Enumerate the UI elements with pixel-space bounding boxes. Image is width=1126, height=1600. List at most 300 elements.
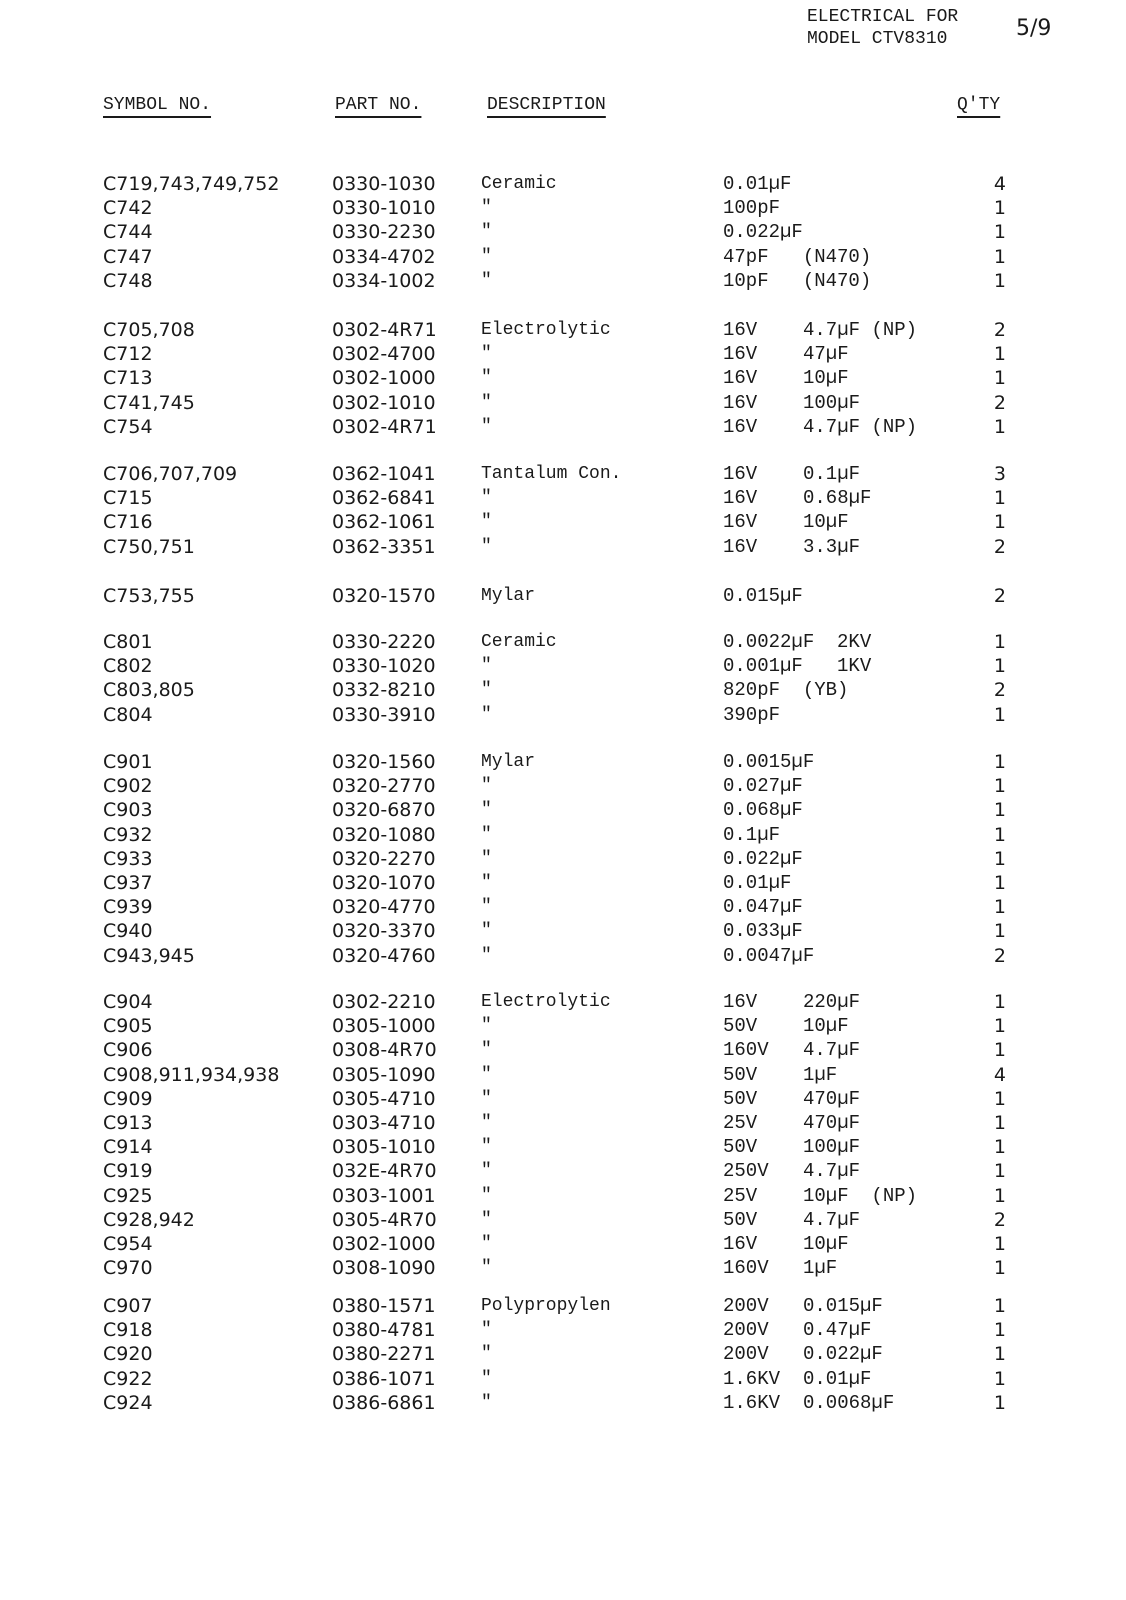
cell-symbol: C903 <box>103 799 153 822</box>
table-row <box>0 1159 1126 1183</box>
cell-symbol: C803,805 <box>103 679 195 702</box>
cell-part: 0305-1000 <box>332 1015 436 1038</box>
cell-part: 0362-1061 <box>332 511 436 534</box>
cell-part: 0305-4710 <box>332 1087 436 1110</box>
cell-part: 0320-3370 <box>332 920 436 943</box>
cell-part: 0305-1090 <box>332 1063 436 1086</box>
cell-description: " <box>481 800 492 821</box>
cell-description: " <box>481 897 492 918</box>
cell-value: 10µF <box>803 367 849 390</box>
cell-symbol: C706,707,709 <box>103 463 238 485</box>
cell-symbol: C906 <box>103 1039 153 1062</box>
cell-qty: 1 <box>993 1319 1006 1342</box>
cell-symbol: C713 <box>103 367 153 390</box>
table-row <box>0 678 1126 702</box>
cell-qty: 1 <box>993 1160 1006 1183</box>
cell-symbol: C924 <box>103 1391 153 1414</box>
cell-value: 1µF <box>803 1063 838 1086</box>
cell-value: 0.015µF <box>723 585 803 607</box>
table-row <box>0 1087 1126 1111</box>
cell-qty: 1 <box>993 221 1006 244</box>
cell-description: " <box>481 344 492 365</box>
table-row <box>0 774 1126 798</box>
cell-qty: 1 <box>993 245 1006 268</box>
table-row <box>0 823 1126 847</box>
cell-voltage: 250V <box>723 1160 769 1183</box>
cell-description: Electrolytic <box>481 320 611 340</box>
cell-description: " <box>481 1016 492 1037</box>
cell-qty: 1 <box>993 1233 1006 1255</box>
cell-qty: 1 <box>993 655 1006 678</box>
cell-symbol: C901 <box>103 751 153 773</box>
cell-description: " <box>481 512 492 533</box>
cell-part: 0302-4700 <box>332 343 436 366</box>
table-row <box>0 1063 1126 1087</box>
cell-qty: 1 <box>993 197 1006 220</box>
cell-symbol: C712 <box>103 343 153 366</box>
cell-symbol: C909 <box>103 1087 153 1110</box>
table-row <box>0 486 1126 510</box>
cell-symbol: C905 <box>103 1015 153 1038</box>
cell-value: 10µF (NP) <box>803 1184 918 1207</box>
cell-voltage: 16V <box>723 487 758 510</box>
cell-qty: 1 <box>993 751 1006 773</box>
cell-part: 0334-4702 <box>332 245 436 268</box>
cell-qty: 1 <box>993 823 1006 846</box>
cell-symbol: C937 <box>103 872 153 894</box>
cell-value: 10µF <box>803 1233 849 1255</box>
table-row <box>0 919 1126 943</box>
cell-voltage: 50V <box>723 1015 758 1038</box>
cell-part: 0302-1010 <box>332 391 436 414</box>
cell-qty: 4 <box>993 1063 1006 1086</box>
cell-value: 1µF <box>803 1257 838 1280</box>
cell-qty: 1 <box>993 343 1006 366</box>
cell-voltage: 16V <box>723 511 758 534</box>
table-row <box>0 630 1126 654</box>
cell-qty: 1 <box>993 1136 1006 1159</box>
cell-description: Mylar <box>481 752 536 772</box>
table-row <box>0 172 1126 196</box>
cell-description: Electrolytic <box>481 992 611 1012</box>
cell-symbol: C907 <box>103 1295 153 1317</box>
cell-symbol: C802 <box>103 655 153 678</box>
cell-voltage: 1.6KV <box>723 1391 781 1414</box>
cell-description: " <box>481 873 492 893</box>
cell-symbol: C754 <box>103 415 153 438</box>
cell-symbol: C954 <box>103 1233 153 1255</box>
cell-value: 470µF <box>803 1087 861 1110</box>
cell-part: 0320-4760 <box>332 944 436 967</box>
cell-part: 0380-4781 <box>332 1319 436 1342</box>
table-row <box>0 1111 1126 1135</box>
table-row <box>0 342 1126 366</box>
cell-part: 0330-1030 <box>332 173 436 195</box>
cell-qty: 1 <box>993 1257 1006 1280</box>
cell-value: 0.1µF <box>803 463 861 485</box>
table-row <box>0 196 1126 220</box>
cell-qty: 2 <box>993 391 1006 414</box>
cell-part: 0332-8210 <box>332 679 436 702</box>
cell-voltage: 200V <box>723 1319 769 1342</box>
cell-voltage: 16V <box>723 535 758 558</box>
cell-part: 0302-2210 <box>332 991 436 1013</box>
cell-value: 4.7µF <box>803 1160 861 1183</box>
cell-qty: 1 <box>993 1112 1006 1134</box>
cell-description: " <box>481 1137 492 1158</box>
cell-description: " <box>481 1392 492 1413</box>
cell-part: 0330-3910 <box>332 703 436 726</box>
cell-description: " <box>481 1258 492 1279</box>
cell-symbol: C715 <box>103 487 153 510</box>
table-row <box>0 366 1126 390</box>
cell-voltage: 16V <box>723 1233 758 1255</box>
table-row <box>0 798 1126 822</box>
table-row <box>0 510 1126 534</box>
cell-symbol: C943,945 <box>103 944 195 967</box>
cell-qty: 2 <box>993 679 1006 702</box>
cell-value: 100pF <box>723 197 781 220</box>
cell-part: 0334-1002 <box>332 269 436 292</box>
cell-value: 4.7µF <box>803 1039 861 1062</box>
cell-description: " <box>481 776 492 797</box>
cell-part: 0380-1571 <box>332 1295 436 1317</box>
cell-value: 0.0015µF <box>723 751 815 773</box>
cell-qty: 2 <box>993 319 1006 341</box>
cell-part: 0320-2270 <box>332 847 436 870</box>
cell-value: 3.3µF <box>803 535 861 558</box>
cell-part: 0330-2220 <box>332 631 436 653</box>
cell-qty: 1 <box>993 487 1006 510</box>
cell-value: 0.01µF <box>723 173 792 195</box>
table-row <box>0 269 1126 293</box>
cell-part: 0303-4710 <box>332 1112 436 1134</box>
cell-value: 0.033µF <box>723 920 803 943</box>
cell-value: 100µF <box>803 1136 861 1159</box>
cell-qty: 1 <box>993 775 1006 798</box>
cell-description: " <box>481 488 492 509</box>
cell-value: 4.7µF (NP) <box>803 415 918 438</box>
cell-value: 0.1µF <box>723 823 781 846</box>
cell-symbol: C742 <box>103 197 153 220</box>
cell-qty: 2 <box>993 1208 1006 1231</box>
cell-part: 0302-4R71 <box>332 319 437 341</box>
table-row <box>0 1135 1126 1159</box>
cell-voltage: 50V <box>723 1136 758 1159</box>
cell-part: 0362-1041 <box>332 463 436 485</box>
cell-part: 0320-1570 <box>332 585 436 607</box>
cell-qty: 1 <box>993 872 1006 894</box>
cell-qty: 1 <box>993 991 1006 1013</box>
cell-value: 0.047µF <box>723 896 803 919</box>
cell-part: 0308-1090 <box>332 1257 436 1280</box>
cell-symbol: C747 <box>103 245 153 268</box>
cell-qty: 2 <box>993 585 1006 607</box>
cell-value: 10pF (N470) <box>723 269 872 292</box>
cell-part: 0305-4R70 <box>332 1208 437 1231</box>
cell-description: " <box>481 246 492 267</box>
cell-symbol: C719,743,749,752 <box>103 173 280 195</box>
cell-symbol: C932 <box>103 823 153 846</box>
cell-symbol: C741,745 <box>103 391 195 414</box>
cell-value: 0.68µF <box>803 487 872 510</box>
cell-symbol: C716 <box>103 511 153 534</box>
cell-value: 4.7µF <box>803 1208 861 1231</box>
cell-part: 0386-1071 <box>332 1367 436 1390</box>
cell-qty: 1 <box>993 511 1006 534</box>
cell-voltage: 16V <box>723 367 758 390</box>
cell-qty: 1 <box>993 703 1006 726</box>
cell-value: 0.0068µF <box>803 1391 895 1414</box>
cell-description: " <box>481 1320 492 1341</box>
cell-value: 0.022µF <box>723 221 803 244</box>
cell-voltage: 16V <box>723 415 758 438</box>
cell-value: 47µF <box>803 343 849 366</box>
cell-part: 0320-6870 <box>332 799 436 822</box>
cell-part: 0303-1001 <box>332 1184 436 1207</box>
cell-part: 0380-2271 <box>332 1343 436 1366</box>
cell-qty: 1 <box>993 1343 1006 1366</box>
table-row <box>0 1294 1126 1318</box>
cell-qty: 1 <box>993 415 1006 438</box>
cell-symbol: C908,911,934,938 <box>103 1063 280 1086</box>
cell-description: " <box>481 848 492 869</box>
table-row <box>0 245 1126 269</box>
cell-description: " <box>481 1368 492 1389</box>
cell-voltage: 16V <box>723 319 758 341</box>
cell-part: 0305-1010 <box>332 1136 436 1159</box>
table-row <box>0 415 1126 439</box>
cell-symbol: C914 <box>103 1136 153 1159</box>
cell-description: Ceramic <box>481 632 557 652</box>
cell-symbol: C933 <box>103 847 153 870</box>
cell-voltage: 200V <box>723 1343 769 1366</box>
cell-part: 0330-2230 <box>332 221 436 244</box>
table-row <box>0 1038 1126 1062</box>
page-number: 5/9 <box>1016 16 1052 41</box>
cell-qty: 3 <box>993 463 1006 485</box>
table-row <box>0 654 1126 678</box>
cell-description: " <box>481 270 492 291</box>
table-row <box>0 1208 1126 1232</box>
table-row <box>0 1318 1126 1342</box>
cell-qty: 1 <box>993 1184 1006 1207</box>
cell-description: " <box>481 198 492 219</box>
header-title-line1: ELECTRICAL FOR <box>807 7 959 27</box>
table-row <box>0 1342 1126 1366</box>
cell-value: 390pF <box>723 703 781 726</box>
table-row <box>0 990 1126 1014</box>
cell-part: 0362-6841 <box>332 487 436 510</box>
cell-value: 0.01µF <box>803 1367 872 1390</box>
cell-qty: 1 <box>993 631 1006 653</box>
cell-value: 0.015µF <box>803 1295 883 1317</box>
cell-voltage: 25V <box>723 1184 758 1207</box>
cell-description: " <box>481 1209 492 1230</box>
cell-part: 0320-4770 <box>332 896 436 919</box>
cell-description: " <box>481 368 492 389</box>
cell-qty: 1 <box>993 1039 1006 1062</box>
cell-voltage: 16V <box>723 391 758 414</box>
cell-qty: 1 <box>993 1015 1006 1038</box>
cell-description: " <box>481 1113 492 1133</box>
cell-symbol: C750,751 <box>103 535 195 558</box>
table-row <box>0 584 1126 608</box>
cell-description: " <box>481 1040 492 1061</box>
cell-value: 0.47µF <box>803 1319 872 1342</box>
cell-part: 0330-1010 <box>332 197 436 220</box>
cell-part: 0302-4R71 <box>332 415 437 438</box>
cell-symbol: C918 <box>103 1319 153 1342</box>
table-row <box>0 944 1126 968</box>
cell-voltage: 16V <box>723 991 758 1013</box>
cell-symbol: C744 <box>103 221 153 244</box>
cell-description: " <box>481 536 492 557</box>
cell-symbol: C919 <box>103 1160 153 1183</box>
cell-value: 10µF <box>803 1015 849 1038</box>
cell-symbol: C804 <box>103 703 153 726</box>
cell-part: 0302-1000 <box>332 367 436 390</box>
table-row <box>0 1367 1126 1391</box>
column-header-description: DESCRIPTION <box>487 95 606 115</box>
cell-value: 0.022µF <box>803 1343 883 1366</box>
cell-symbol: C913 <box>103 1112 153 1134</box>
cell-voltage: 160V <box>723 1039 769 1062</box>
cell-symbol: C801 <box>103 631 153 653</box>
cell-description: " <box>481 945 492 966</box>
column-header-qty: Q'TY <box>957 95 1001 115</box>
cell-qty: 2 <box>993 535 1006 558</box>
cell-description: " <box>481 704 492 725</box>
cell-value: 0.0022µF 2KV <box>723 631 872 653</box>
cell-part: 0320-2770 <box>332 775 436 798</box>
cell-part: 0320-1080 <box>332 823 436 846</box>
cell-voltage: 25V <box>723 1112 758 1134</box>
cell-value: 0.0047µF <box>723 944 815 967</box>
table-row <box>0 1391 1126 1415</box>
cell-voltage: 1.6KV <box>723 1367 781 1390</box>
cell-qty: 4 <box>993 173 1006 195</box>
table-row <box>0 535 1126 559</box>
cell-description: Mylar <box>481 586 536 606</box>
column-header-symbol: SYMBOL NO. <box>103 95 212 115</box>
cell-description: " <box>481 1344 492 1365</box>
cell-qty: 1 <box>993 1295 1006 1317</box>
cell-symbol: C904 <box>103 991 153 1013</box>
cell-value: 0.022µF <box>723 847 803 870</box>
cell-value: 100µF <box>803 391 861 414</box>
cell-value: 470µF <box>803 1112 861 1134</box>
cell-description: " <box>481 416 492 437</box>
cell-value: 4.7µF (NP) <box>803 319 918 341</box>
cell-value: 0.068µF <box>723 799 803 822</box>
cell-symbol: C970 <box>103 1257 153 1280</box>
cell-part: 0320-1560 <box>332 751 436 773</box>
cell-qty: 1 <box>993 847 1006 870</box>
cell-description: " <box>481 824 492 845</box>
cell-qty: 1 <box>993 1391 1006 1414</box>
table-row <box>0 847 1126 871</box>
cell-part: 0362-3351 <box>332 535 436 558</box>
cell-description: " <box>481 1161 492 1182</box>
cell-qty: 1 <box>993 1087 1006 1110</box>
cell-value: 0.001µF 1KV <box>723 655 872 678</box>
header-title-line2: MODEL CTV8310 <box>807 29 948 49</box>
table-row <box>0 391 1126 415</box>
cell-description: " <box>481 656 492 677</box>
cell-description: " <box>481 392 492 413</box>
cell-value: 220µF <box>803 991 861 1013</box>
cell-part: 032E-4R70 <box>332 1160 437 1183</box>
table-row <box>0 703 1126 727</box>
cell-description: " <box>481 921 492 942</box>
cell-qty: 1 <box>993 269 1006 292</box>
cell-symbol: C920 <box>103 1343 153 1366</box>
cell-qty: 2 <box>993 944 1006 967</box>
cell-symbol: C940 <box>103 920 153 943</box>
table-row <box>0 1256 1126 1280</box>
cell-symbol: C925 <box>103 1184 153 1207</box>
cell-value: 820pF (YB) <box>723 679 849 702</box>
table-row <box>0 1014 1126 1038</box>
cell-symbol: C705,708 <box>103 319 195 341</box>
cell-part: 0330-1020 <box>332 655 436 678</box>
cell-description: " <box>481 222 492 243</box>
table-row <box>0 1232 1126 1256</box>
table-row <box>0 1184 1126 1208</box>
cell-voltage: 50V <box>723 1087 758 1110</box>
table-row <box>0 462 1126 486</box>
cell-description: " <box>481 1185 492 1206</box>
cell-voltage: 50V <box>723 1063 758 1086</box>
cell-value: 0.01µF <box>723 872 792 894</box>
cell-description: " <box>481 1234 492 1254</box>
table-row <box>0 220 1126 244</box>
cell-part: 0308-4R70 <box>332 1039 437 1062</box>
cell-description: " <box>481 1088 492 1109</box>
cell-symbol: C753,755 <box>103 585 195 607</box>
cell-voltage: 200V <box>723 1295 769 1317</box>
cell-voltage: 50V <box>723 1208 758 1231</box>
cell-voltage: 160V <box>723 1257 769 1280</box>
cell-value: 0.027µF <box>723 775 803 798</box>
cell-qty: 1 <box>993 896 1006 919</box>
cell-qty: 1 <box>993 367 1006 390</box>
cell-symbol: C939 <box>103 896 153 919</box>
column-header-part: PART NO. <box>335 95 422 115</box>
cell-symbol: C922 <box>103 1367 153 1390</box>
table-row <box>0 871 1126 895</box>
cell-value: 47pF (N470) <box>723 245 872 268</box>
cell-qty: 1 <box>993 1367 1006 1390</box>
cell-part: 0386-6861 <box>332 1391 436 1414</box>
cell-description: " <box>481 680 492 701</box>
cell-part: 0302-1000 <box>332 1233 436 1255</box>
table-row <box>0 750 1126 774</box>
cell-description: " <box>481 1064 492 1085</box>
cell-description: Ceramic <box>481 174 557 194</box>
cell-symbol: C902 <box>103 775 153 798</box>
cell-symbol: C928,942 <box>103 1208 195 1231</box>
cell-description: Polypropylen <box>481 1296 611 1316</box>
table-row <box>0 895 1126 919</box>
cell-qty: 1 <box>993 920 1006 943</box>
cell-voltage: 16V <box>723 463 758 485</box>
cell-symbol: C748 <box>103 269 153 292</box>
cell-value: 10µF <box>803 511 849 534</box>
cell-part: 0320-1070 <box>332 872 436 894</box>
cell-voltage: 16V <box>723 343 758 366</box>
